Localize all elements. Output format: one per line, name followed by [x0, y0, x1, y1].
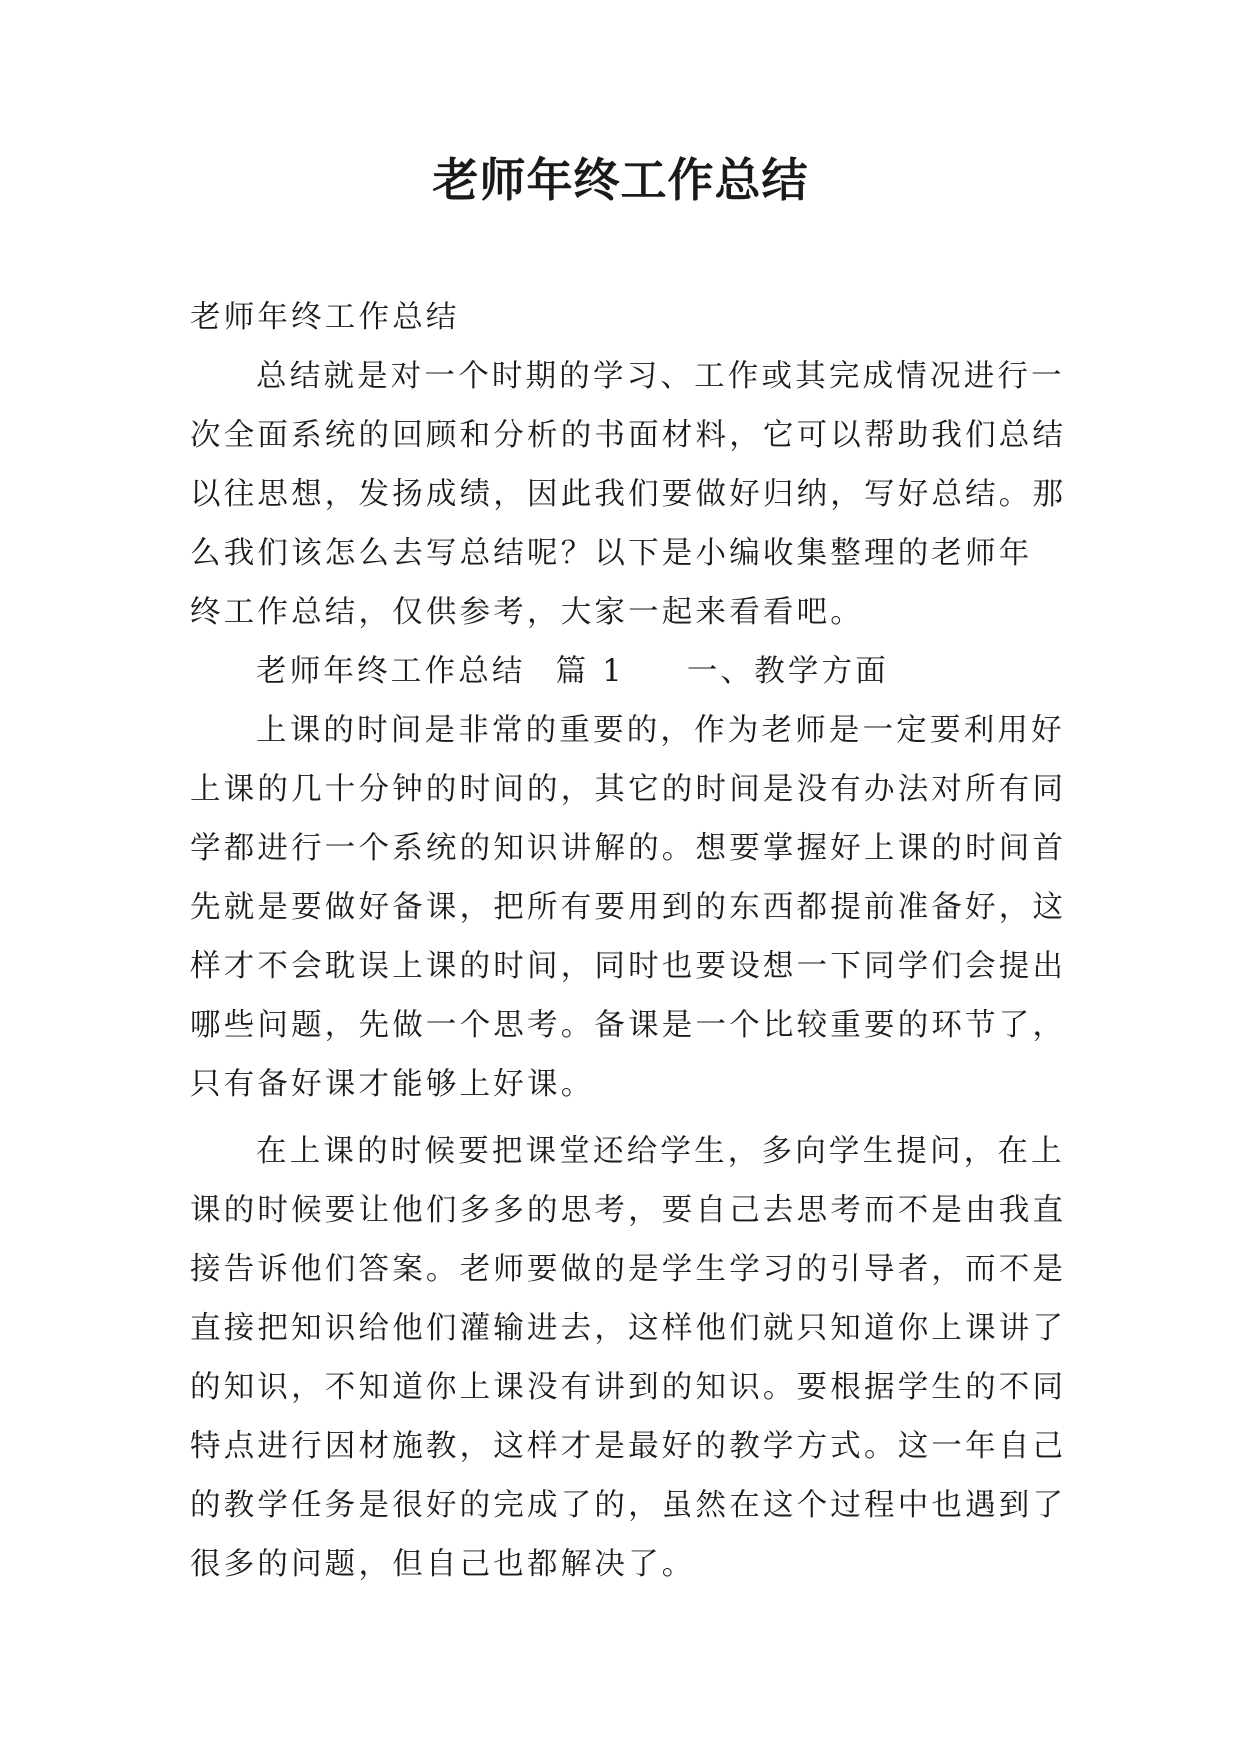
section-heading-title: 老师年终工作总结	[256, 654, 526, 689]
document-subtitle: 老师年终工作总结	[190, 300, 460, 335]
paragraph-line: 课的时候要让他们多多的思考，要自己去思考而不是由我直	[190, 1193, 1067, 1228]
paragraph-line: 上课的几十分钟的时间的，其它的时间是没有办法对所有同	[190, 772, 1067, 807]
document-body	[190, 288, 1066, 1594]
paragraph-line: 哪些问题，先做一个思考。备课是一个比较重要的环节了，	[190, 1008, 1067, 1043]
paragraph-line: 特点进行因材施教，这样才是最好的教学方式。这一年自己	[190, 1429, 1067, 1464]
section-heading-part: 篇 1	[555, 654, 625, 689]
teaching-paragraph-1	[190, 701, 1066, 1114]
paragraph-line: 在上课的时候要把课堂还给学生，多向学生提问，在上	[256, 1134, 1065, 1169]
teaching-paragraph-2	[190, 1122, 1066, 1594]
section-heading	[190, 642, 1066, 701]
paragraph-line: 终工作总结，仅供参考，大家一起来看看吧。	[190, 595, 864, 630]
paragraph-line: 先就是要做好备课，把所有要用到的东西都提前准备好，这	[190, 890, 1067, 925]
paragraph-line: 上课的时间是非常的重要的，作为老师是一定要利用好	[256, 713, 1065, 748]
paragraph-line: 次全面系统的回顾和分析的书面材料，它可以帮助我们总结	[190, 418, 1067, 453]
subsection-heading: 一、教学方面	[686, 654, 890, 689]
paragraph-line: 只有备好课才能够上好课。	[190, 1067, 595, 1102]
paragraph-line: 以往思想，发扬成绩，因此我们要做好归纳，写好总结。那	[190, 477, 1067, 512]
paragraph-line: 很多的问题，但自己也都解决了。	[190, 1547, 696, 1582]
paragraph-line: 学都进行一个系统的知识讲解的。想要掌握好上课的时间首	[190, 831, 1067, 866]
paragraph-line: 直接把知识给他们灌输进去，这样他们就只知道你上课讲了	[190, 1311, 1067, 1346]
paragraph-line: 接告诉他们答案。老师要做的是学生学习的引导者，而不是	[190, 1252, 1067, 1287]
document-title: 老师年终工作总结	[432, 153, 809, 207]
paragraph-line: 么我们该怎么去写总结呢？以下是小编收集整理的老师年	[190, 536, 1033, 571]
paragraph-line: 的教学任务是很好的完成了的，虽然在这个过程中也遇到了	[190, 1488, 1067, 1523]
paragraph-line: 样才不会耽误上课的时间，同时也要设想一下同学们会提出	[190, 949, 1067, 984]
paragraph-line: 总结就是对一个时期的学习、工作或其完成情况进行一	[256, 359, 1065, 394]
paragraph-line: 的知识，不知道你上课没有讲到的知识。要根据学生的不同	[190, 1370, 1067, 1405]
intro-paragraph	[190, 347, 1066, 642]
